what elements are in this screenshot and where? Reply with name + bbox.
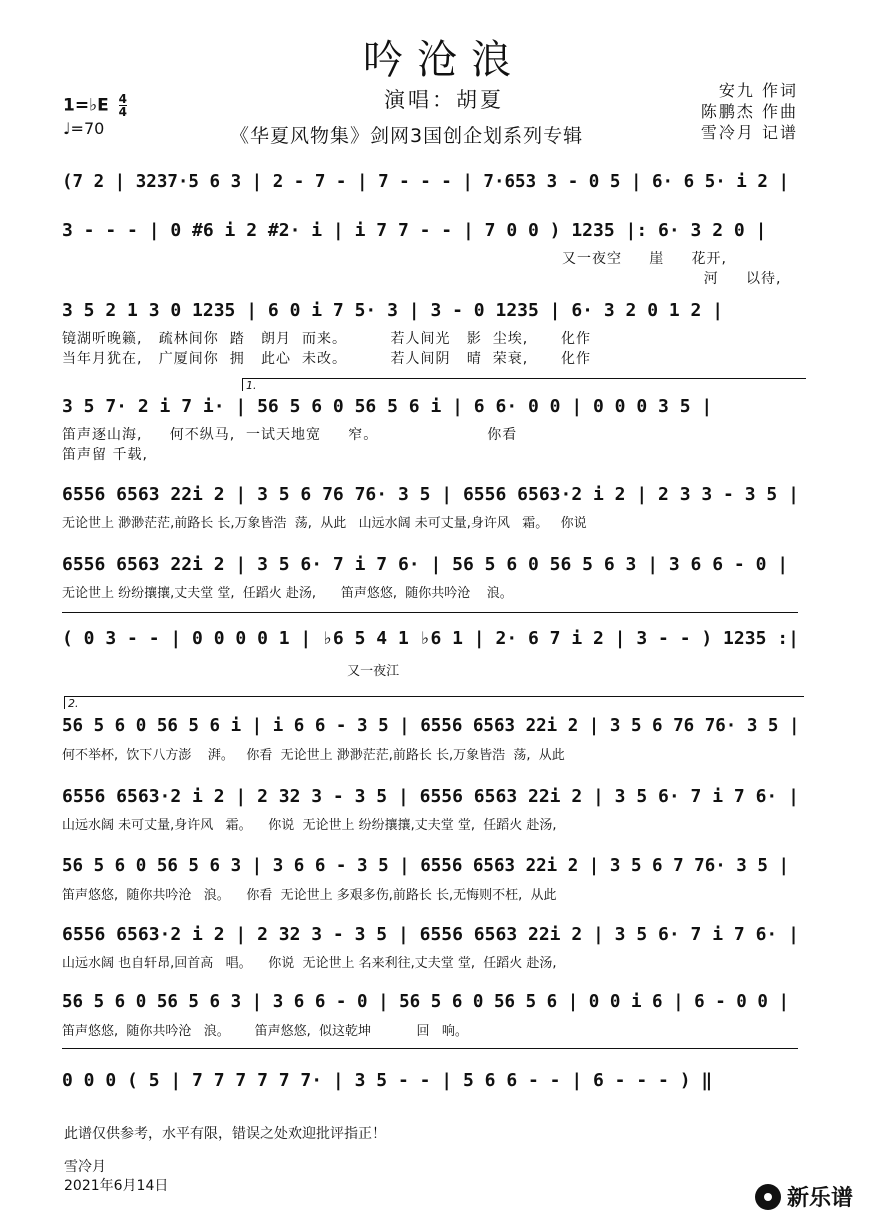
notes-line: 6556 6563·2 i 2 | 2 32 3 - 3 5 | 6556 6563 22i 2 | 3 5 6· 7 i 7 6· | xyxy=(62,786,799,807)
lyric-line: 山远水阔 也自轩昂,回首高 唱。 你说 无论世上 名来利往,丈夫堂 堂, 任蹈火 赴汤, xyxy=(62,956,557,971)
time-sig-bottom: 4 xyxy=(118,105,127,119)
notes-line: 6556 6563 22i 2 | 3 5 6· 7 i 7 6· | 56 5 6 0 56 5 6 3 | 3 6 6 - 0 | xyxy=(62,554,789,575)
lyric-line: 无论世上 纷纷攘攘,丈夫堂 堂, 任蹈火 赴汤, 笛声悠悠, 随你共吟沧 浪。 xyxy=(62,586,513,601)
lyric-line: 何不举杯, 饮下八方澎 湃。 你看 无论世上 渺渺茫茫,前路长 长,万象皆浩 荡, 从此 xyxy=(62,748,565,763)
score-row xyxy=(62,172,802,212)
score-row xyxy=(62,1070,802,1100)
notes-line: 6556 6563 22i 2 | 3 5 6 76 76· 3 5 | 6556 6563·2 i 2 | 2 3 3 - 3 5 | xyxy=(62,484,799,505)
brand-logo xyxy=(755,1181,853,1212)
singer-line: 演唱：胡夏 xyxy=(384,88,504,112)
notes-line: 3 5 7· 2 i 7 i· | 56 5 6 0 56 5 6 i | 6 6· 0 0 | 0 0 0 3 5 | xyxy=(62,396,713,417)
notes-line: 56 5 6 0 56 5 6 i | i 6 6 - 3 5 | 6556 6563 22i 2 | 3 5 6 76 76· 3 5 | xyxy=(62,716,800,736)
score-row xyxy=(62,924,802,974)
date-text: 2021年6月14日 xyxy=(64,1178,169,1194)
notes-line: 6556 6563·2 i 2 | 2 32 3 - 3 5 | 6556 6563 22i 2 | 3 5 6· 7 i 7 6· | xyxy=(62,924,799,945)
lyric-line: 笛声悠悠, 随你共吟沧 浪。 笛声悠悠, 似这乾坤 回 响。 xyxy=(62,1024,468,1039)
song-title: 吟沧浪 xyxy=(363,37,525,83)
disclaimer-note: 此谱仅供参考，水平有限，错误之处欢迎批评指正！ xyxy=(64,1126,386,1142)
score-row xyxy=(62,628,802,684)
lyric-line: 镜湖听晚籁, 疏林间你 踏 朗月 而来。 若人间光 影 尘埃, 化作 xyxy=(62,331,591,347)
transcriber-credit: 雪冷月 记谱 xyxy=(700,123,798,142)
lyric-line: 河 以待, xyxy=(562,271,782,287)
notes-line: 3 - - - | 0 #6 i 2 #2· i | i 7 7 - - | 7 0 0 ) 1235 |: 6· 3 2 0 | xyxy=(62,220,767,241)
key-signature xyxy=(63,93,127,118)
logo-text: 新乐谱 xyxy=(786,1186,853,1211)
score-row xyxy=(62,484,802,534)
lyric-line: 又一夜空 崖 花开, xyxy=(562,251,727,267)
score-row xyxy=(62,786,802,836)
record-disc-icon xyxy=(755,1184,781,1210)
signature-block xyxy=(64,1158,168,1196)
score-row xyxy=(62,300,802,370)
lyric-line: 笛声留 千载, xyxy=(62,447,148,463)
score-row xyxy=(62,554,802,604)
notes-line: 3 5 2 1 3 0 1235 | 6 0 i 7 5· 3 | 3 - 0 1235 | 6· 3 2 0 1 2 | xyxy=(62,300,724,321)
credits-block xyxy=(701,80,798,143)
score-row xyxy=(62,220,802,290)
tempo-mark: ♩=70 xyxy=(63,119,105,138)
notes-line: (7 2 | 3237·5 6 3 | 2 - 7 - | 7 - - - | 7·653 3 - 0 5 | 6· 6 5· i 2 | xyxy=(62,172,789,192)
lyric-line: 当年月犹在, 广厦间你 拥 此心 未改。 若人间阴 晴 荣衰, 化作 xyxy=(62,351,591,367)
notes-line: 0 0 0 ( 5 | 7 7 7 7 7 7· | 3 5 - - | 5 6 6 - - | 6 - - - ) ‖ xyxy=(62,1070,713,1091)
lyric-line: 笛声逐山海, 何不纵马, 一试天地宽 窄。 你看 xyxy=(62,427,518,443)
time-sig-top: 4 xyxy=(118,92,127,106)
album-line: 《华夏风物集》剑网3国创企划系列专辑 xyxy=(230,125,584,147)
lyric-line: 山远水阔 未可丈量,身许风 霜。 你说 无论世上 纷纷攘攘,丈夫堂 堂, 任蹈火 赴汤, xyxy=(62,818,557,833)
notes-line: 56 5 6 0 56 5 6 3 | 3 6 6 - 0 | 56 5 6 0 56 5 6 | 0 0 i 6 | 6 - 0 0 | xyxy=(62,992,789,1012)
lyricist-credit: 安九 作词 xyxy=(718,81,798,100)
score-row xyxy=(62,992,802,1042)
score-row xyxy=(62,716,802,766)
key-label: 1=♭E xyxy=(63,95,109,116)
author-name: 雪冷月 xyxy=(64,1159,106,1175)
notes-line: 56 5 6 0 56 5 6 3 | 3 6 6 - 3 5 | 6556 6563 22i 2 | 3 5 6 7 76· 3 5 | xyxy=(62,856,789,876)
section-rule xyxy=(62,1048,798,1049)
lyric-line: 又一夜江 xyxy=(62,664,400,679)
section-rule xyxy=(62,612,798,613)
lyric-line: 笛声悠悠, 随你共吟沧 浪。 你看 无论世上 多艰多伤,前路长 长,无悔则不枉, 从此 xyxy=(62,888,557,903)
score-row xyxy=(62,396,802,466)
notes-line: ( 0 3 - - | 0 0 0 0 1 | ♭6 5 4 1 ♭6 1 | 2· 6 7 i 2 | 3 - - ) 1235 :| xyxy=(62,628,799,649)
composer-credit: 陈鹏杰 作曲 xyxy=(700,102,798,121)
lyric-line: 无论世上 渺渺茫茫,前路长 长,万象皆浩 荡, 从此 山远水阔 未可丈量,身许风 霜。 你说 xyxy=(62,516,587,531)
score-row xyxy=(62,856,802,906)
volta-second-ending: 2. xyxy=(64,696,804,709)
time-signature xyxy=(119,93,127,118)
volta-first-ending: 1. xyxy=(242,378,806,391)
